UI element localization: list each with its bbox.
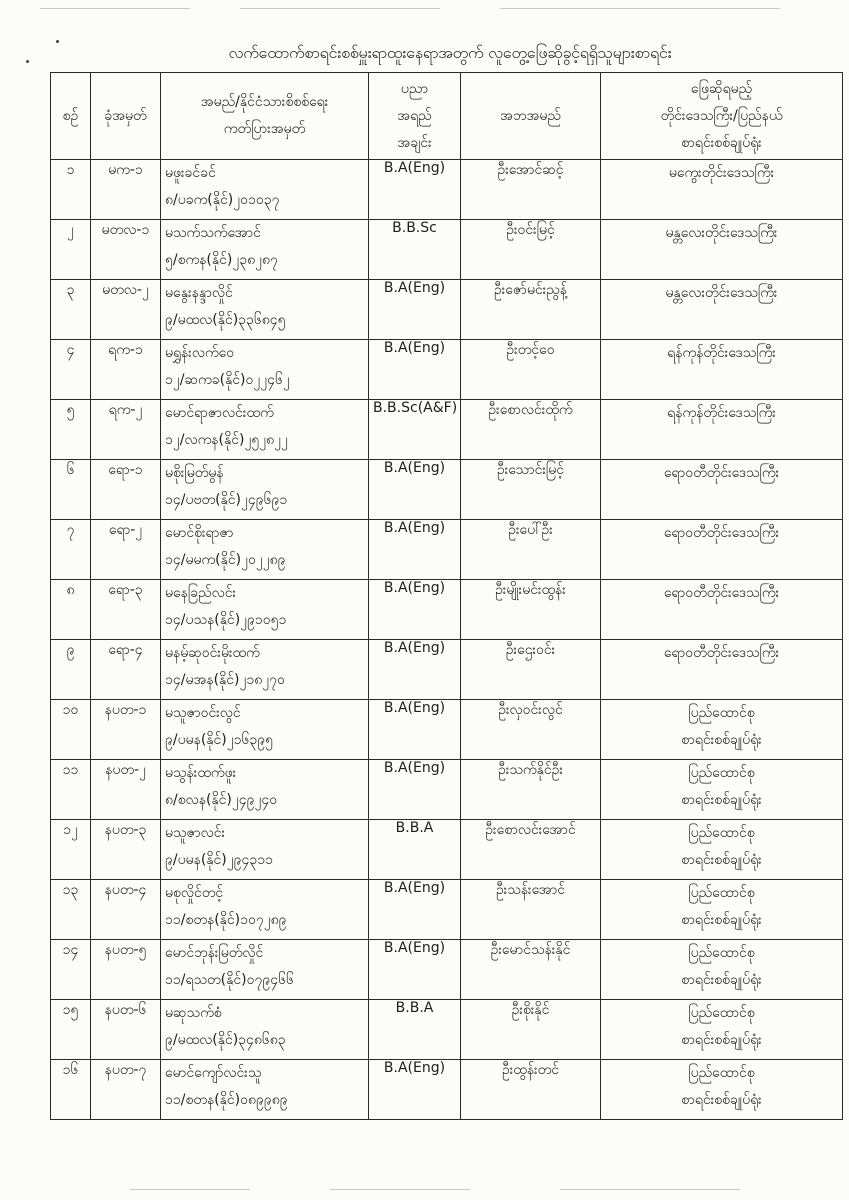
post-line1: ရောဝတီတိုင်းဒေသကြီး bbox=[663, 645, 780, 661]
cell-post bbox=[601, 160, 843, 220]
table-row bbox=[51, 700, 843, 760]
candidate-name: မနေခြည်လင်း bbox=[165, 585, 237, 601]
post-line1: ရောဝတီတိုင်းဒေသကြီး bbox=[663, 525, 780, 541]
cell-father: ဦးသန်းအောင် bbox=[461, 880, 601, 940]
cell-post bbox=[601, 400, 843, 460]
candidate-name: မောင်ရာဇာလင်းထက် bbox=[165, 405, 274, 421]
cell-post bbox=[601, 340, 843, 400]
cell-no: ၅ bbox=[51, 400, 91, 460]
candidate-nrc: ၁၁/စတန(နိုင်)၀၈၉၉၈၉ bbox=[165, 1092, 288, 1108]
table-row bbox=[51, 400, 843, 460]
cell-name bbox=[161, 400, 369, 460]
table-row bbox=[51, 580, 843, 640]
cell-name bbox=[161, 1060, 369, 1120]
table-row bbox=[51, 820, 843, 880]
cell-father: ဦးဌေးဝင်း bbox=[461, 640, 601, 700]
document-title: လက်ထောက်စာရင်းစစ်မှူးရာထူးနေရာအတွက် လူတွေ့ဖြေဆိုခွင့်ရရှိသူများစာရင်း bbox=[228, 43, 672, 62]
post-line2: စာရင်းစစ်ချုပ်ရုံး bbox=[681, 912, 762, 928]
scan-edge-line bbox=[40, 8, 190, 9]
header-education-line2: အရည် bbox=[397, 107, 432, 124]
candidate-nrc: ၁၄/ပဗတ(နိုင်)၂၄၉၆၉၁ bbox=[165, 492, 288, 508]
scan-edge-line bbox=[240, 8, 440, 9]
post-line1: ပြည်ထောင်စု bbox=[688, 885, 755, 901]
candidate-name: မစုလှိုင်တင့် bbox=[165, 885, 224, 901]
cell-name bbox=[161, 280, 369, 340]
cell-education: B.A(Eng) bbox=[369, 940, 461, 1000]
table-row bbox=[51, 520, 843, 580]
post-line2: စာရင်းစစ်ချုပ်ရုံး bbox=[681, 792, 762, 808]
cell-education: B.A(Eng) bbox=[369, 280, 461, 340]
cell-no: ၇ bbox=[51, 520, 91, 580]
table-row bbox=[51, 640, 843, 700]
cell-post bbox=[601, 1060, 843, 1120]
cell-post bbox=[601, 700, 843, 760]
cell-roll: မတလ-၂ bbox=[91, 280, 161, 340]
scan-edge-line bbox=[130, 1189, 250, 1190]
cell-education: B.A(Eng) bbox=[369, 1060, 461, 1120]
candidate-nrc: ၁၁/ရသတ(နိုင်)၀၇၉၄၆၆ bbox=[165, 972, 294, 988]
cell-education: B.A(Eng) bbox=[369, 640, 461, 700]
header-post-line3: စာရင်းစစ်ချုပ်ရုံး bbox=[681, 134, 762, 151]
scan-edge-line bbox=[330, 1189, 470, 1190]
post-line1: ရန်ကုန်တိုင်းဒေသကြီး bbox=[667, 405, 776, 421]
candidate-nrc: ၅/စကန(နိုင်)၂၃၈၂၈၇ bbox=[165, 252, 278, 268]
cell-father: ဦးပေါ်ဦး bbox=[461, 520, 601, 580]
cell-education: B.A(Eng) bbox=[369, 340, 461, 400]
candidate-nrc: ၉/မထလ(နိုင်)၃၃၆၈၄၅ bbox=[165, 312, 286, 328]
post-line2: စာရင်းစစ်ချုပ်ရုံး bbox=[681, 1092, 762, 1108]
cell-roll: နပတ-၁ bbox=[91, 700, 161, 760]
cell-education: B.A(Eng) bbox=[369, 160, 461, 220]
cell-father: ဦးဇော်မင်းညွန့် bbox=[461, 280, 601, 340]
cell-father: ဦးထွန်းတင် bbox=[461, 1060, 601, 1120]
cell-roll: နပတ-၃ bbox=[91, 820, 161, 880]
cell-post bbox=[601, 940, 843, 1000]
cell-education: B.A(Eng) bbox=[369, 700, 461, 760]
candidate-name: မသူဇာလင်း bbox=[165, 825, 226, 841]
candidate-name: မဆုသက်စံ bbox=[165, 1005, 222, 1021]
cell-no: ၉ bbox=[51, 640, 91, 700]
cell-father: ဦးမောင်သန်းနိုင် bbox=[461, 940, 601, 1000]
cell-no: ၁၃ bbox=[51, 880, 91, 940]
header-name-line1: အမည်/နိုင်ငံသားစိစစ်ရေး bbox=[200, 94, 329, 110]
post-line1: ပြည်ထောင်စု bbox=[688, 825, 755, 841]
candidate-name: မဖူးခင်ခင် bbox=[165, 165, 216, 181]
cell-name bbox=[161, 460, 369, 520]
cell-no: ၁၂ bbox=[51, 820, 91, 880]
cell-name bbox=[161, 700, 369, 760]
post-line1: မန္တလေးတိုင်းဒေသကြီး bbox=[665, 285, 778, 301]
cell-no: ၂ bbox=[51, 220, 91, 280]
table-row bbox=[51, 760, 843, 820]
candidate-name: မောင်စိုးရာဇာ bbox=[165, 525, 234, 541]
cell-name bbox=[161, 520, 369, 580]
cell-post bbox=[601, 580, 843, 640]
cell-no: ၁ bbox=[51, 160, 91, 220]
post-line2: စာရင်းစစ်ချုပ်ရုံး bbox=[681, 1032, 762, 1048]
cell-name bbox=[161, 160, 369, 220]
post-line1: ပြည်ထောင်စု bbox=[688, 705, 755, 721]
cell-name bbox=[161, 340, 369, 400]
post-line1: မန္တလေးတိုင်းဒေသကြီး bbox=[665, 225, 778, 241]
cell-father: ဦးသောင်းမြင့် bbox=[461, 460, 601, 520]
candidate-name: မရွှန်းလက်ဝေ bbox=[165, 345, 235, 361]
cell-education: B.A(Eng) bbox=[369, 460, 461, 520]
cell-education: B.A(Eng) bbox=[369, 880, 461, 940]
cell-post bbox=[601, 1000, 843, 1060]
cell-name bbox=[161, 580, 369, 640]
header-father: အဘအမည် bbox=[461, 73, 601, 160]
table-row bbox=[51, 340, 843, 400]
table-row bbox=[51, 1060, 843, 1120]
cell-post bbox=[601, 220, 843, 280]
cell-education: B.B.Sc(A&F) bbox=[369, 400, 461, 460]
cell-no: ၁၀ bbox=[51, 700, 91, 760]
cell-roll: မက-၁ bbox=[91, 160, 161, 220]
cell-no: ၈ bbox=[51, 580, 91, 640]
candidate-nrc: ၁၄/ပသန(နိုင်)၂၉၁၀၅၁ bbox=[165, 612, 287, 628]
cell-name bbox=[161, 1000, 369, 1060]
cell-post bbox=[601, 820, 843, 880]
post-line2: စာရင်းစစ်ချုပ်ရုံး bbox=[681, 732, 762, 748]
cell-roll: ရော-၃ bbox=[91, 580, 161, 640]
candidate-name: မနွေးနန္ဒာလှိုင် bbox=[165, 285, 233, 301]
cell-roll: ရက-၁ bbox=[91, 340, 161, 400]
cell-father: ဦးဝင်းမြင့် bbox=[461, 220, 601, 280]
candidate-nrc: ၁၁/စတန(နိုင်)၁၀၇၂၈၉ bbox=[165, 912, 287, 928]
table-row bbox=[51, 880, 843, 940]
post-line1: ပြည်ထောင်စု bbox=[688, 945, 755, 961]
cell-father: ဦးသက်နိုင်ဦး bbox=[461, 760, 601, 820]
cell-father: ဦးအောင်ဆင့် bbox=[461, 160, 601, 220]
table-header-row bbox=[51, 73, 843, 160]
cell-name bbox=[161, 640, 369, 700]
cell-name bbox=[161, 760, 369, 820]
cell-name bbox=[161, 880, 369, 940]
cell-father: ဦးစောလင်းထိုက် bbox=[461, 400, 601, 460]
candidate-name: မောင်ဘုန်းမြတ်လှိုင် bbox=[165, 945, 264, 961]
cell-education: B.A(Eng) bbox=[369, 580, 461, 640]
cell-no: ၄ bbox=[51, 340, 91, 400]
header-roll: ခုံအမှတ် bbox=[91, 73, 161, 160]
candidate-nrc: ၉/ပမန(နိုင်)၂၉၄၃၁၁ bbox=[165, 852, 273, 868]
cell-post bbox=[601, 880, 843, 940]
cell-post bbox=[601, 760, 843, 820]
post-line1: ရန်ကုန်တိုင်းဒေသကြီး bbox=[667, 345, 776, 361]
table-row bbox=[51, 1000, 843, 1060]
cell-father: ဦးစိုးနိုင် bbox=[461, 1000, 601, 1060]
post-line1: ရောဝတီတိုင်းဒေသကြီး bbox=[663, 465, 780, 481]
candidate-name: မသွန်းထက်ဖူး bbox=[165, 765, 237, 781]
cell-no: ၁၅ bbox=[51, 1000, 91, 1060]
post-line2: စာရင်းစစ်ချုပ်ရုံး bbox=[681, 852, 762, 868]
cell-roll: နပတ-၇ bbox=[91, 1060, 161, 1120]
cell-roll: ရော-၂ bbox=[91, 520, 161, 580]
scan-speck bbox=[56, 40, 59, 43]
post-line1: မကွေးတိုင်းဒေသကြီး bbox=[668, 165, 775, 181]
cell-education: B.A(Eng) bbox=[369, 520, 461, 580]
header-education bbox=[369, 73, 461, 160]
cell-roll: နပတ-၄ bbox=[91, 880, 161, 940]
candidate-name: မသက်သက်အောင် bbox=[165, 225, 261, 241]
cell-roll: နပတ-၅ bbox=[91, 940, 161, 1000]
cell-father: ဦးလှဝင်းလွင် bbox=[461, 700, 601, 760]
candidate-nrc: ၉/ပမန(နိုင်)၂၁၆၃၉၅ bbox=[165, 732, 273, 748]
cell-education: B.B.A bbox=[369, 820, 461, 880]
header-education-line1: ပညာ bbox=[400, 80, 429, 97]
candidate-table bbox=[50, 72, 843, 1120]
scan-edge-line bbox=[500, 8, 780, 9]
cell-name bbox=[161, 940, 369, 1000]
cell-no: ၁၆ bbox=[51, 1060, 91, 1120]
cell-education: B.A(Eng) bbox=[369, 760, 461, 820]
cell-roll: မတလ-၁ bbox=[91, 220, 161, 280]
cell-father: ဦးမျိုးမင်းထွန်း bbox=[461, 580, 601, 640]
post-line1: ပြည်ထောင်စု bbox=[688, 765, 755, 781]
cell-roll: ရော-၁ bbox=[91, 460, 161, 520]
cell-education: B.B.A bbox=[369, 1000, 461, 1060]
cell-roll: ရော-၄ bbox=[91, 640, 161, 700]
cell-no: ၁၄ bbox=[51, 940, 91, 1000]
candidate-nrc: ၁၄/မအန(နိုင်)၂၁၈၂၇၀ bbox=[165, 672, 285, 688]
header-post-line1: ဖြေဆိုရမည့် bbox=[690, 80, 753, 97]
scan-speck bbox=[26, 60, 29, 63]
cell-post bbox=[601, 460, 843, 520]
candidate-name: မနမ့်ဆုဝင်းမိုးထက် bbox=[165, 645, 260, 661]
cell-no: ၁၁ bbox=[51, 760, 91, 820]
candidate-name: မောင်ကျော်လင်းသူ bbox=[165, 1065, 262, 1081]
candidate-name: မစိုးမြတ်မွန် bbox=[165, 465, 224, 481]
post-line1: ပြည်ထောင်စု bbox=[688, 1065, 755, 1081]
cell-father: ဦးတင့်ဝေ bbox=[461, 340, 601, 400]
table-row bbox=[51, 220, 843, 280]
cell-father: ဦးစောလင်းအောင် bbox=[461, 820, 601, 880]
header-no: စဉ် bbox=[51, 73, 91, 160]
table-row bbox=[51, 940, 843, 1000]
cell-no: ၆ bbox=[51, 460, 91, 520]
post-line1: ပြည်ထောင်စု bbox=[688, 1005, 755, 1021]
cell-post bbox=[601, 640, 843, 700]
header-post bbox=[601, 73, 843, 160]
table-row bbox=[51, 280, 843, 340]
post-line2: စာရင်းစစ်ချုပ်ရုံး bbox=[681, 972, 762, 988]
header-name-line2: ကတ်ပြားအမှတ် bbox=[223, 121, 306, 137]
cell-roll: နပတ-၆ bbox=[91, 1000, 161, 1060]
cell-name bbox=[161, 220, 369, 280]
scan-edge-line bbox=[560, 1189, 740, 1190]
table-row bbox=[51, 160, 843, 220]
candidate-name: မသူဇာဝင်းလွင် bbox=[165, 705, 241, 721]
cell-no: ၃ bbox=[51, 280, 91, 340]
cell-roll: နပတ-၂ bbox=[91, 760, 161, 820]
candidate-nrc: ၉/မထလ(နိုင်)၃၄၈၆၈၃ bbox=[165, 1032, 286, 1048]
header-education-line3: အချင်း bbox=[397, 134, 432, 151]
cell-roll: ရက-၂ bbox=[91, 400, 161, 460]
table-row bbox=[51, 460, 843, 520]
candidate-nrc: ၁၄/မမက(နိုင်)၂၀၂၂၈၉ bbox=[165, 552, 286, 568]
post-line1: ရောဝတီတိုင်းဒေသကြီး bbox=[663, 585, 780, 601]
header-name bbox=[161, 73, 369, 160]
cell-name bbox=[161, 820, 369, 880]
candidate-nrc: ၁၂/ဆကခ(နိုင်)၀၂၂၄၆၂ bbox=[165, 372, 290, 388]
cell-post bbox=[601, 520, 843, 580]
cell-education: B.B.Sc bbox=[369, 220, 461, 280]
header-post-line2: တိုင်းဒေသကြီး/ပြည်နယ် bbox=[660, 107, 783, 124]
cell-post bbox=[601, 280, 843, 340]
candidate-nrc: ၈/စလန(နိုင်)၂၄၉၂၄၀ bbox=[165, 792, 278, 808]
candidate-nrc: ၈/ပခက(နိုင်)၂၀၁၀၃၇ bbox=[165, 192, 280, 208]
candidate-nrc: ၁၂/လကန(နိုင်)၂၅၂၈၂၂ bbox=[165, 432, 288, 448]
